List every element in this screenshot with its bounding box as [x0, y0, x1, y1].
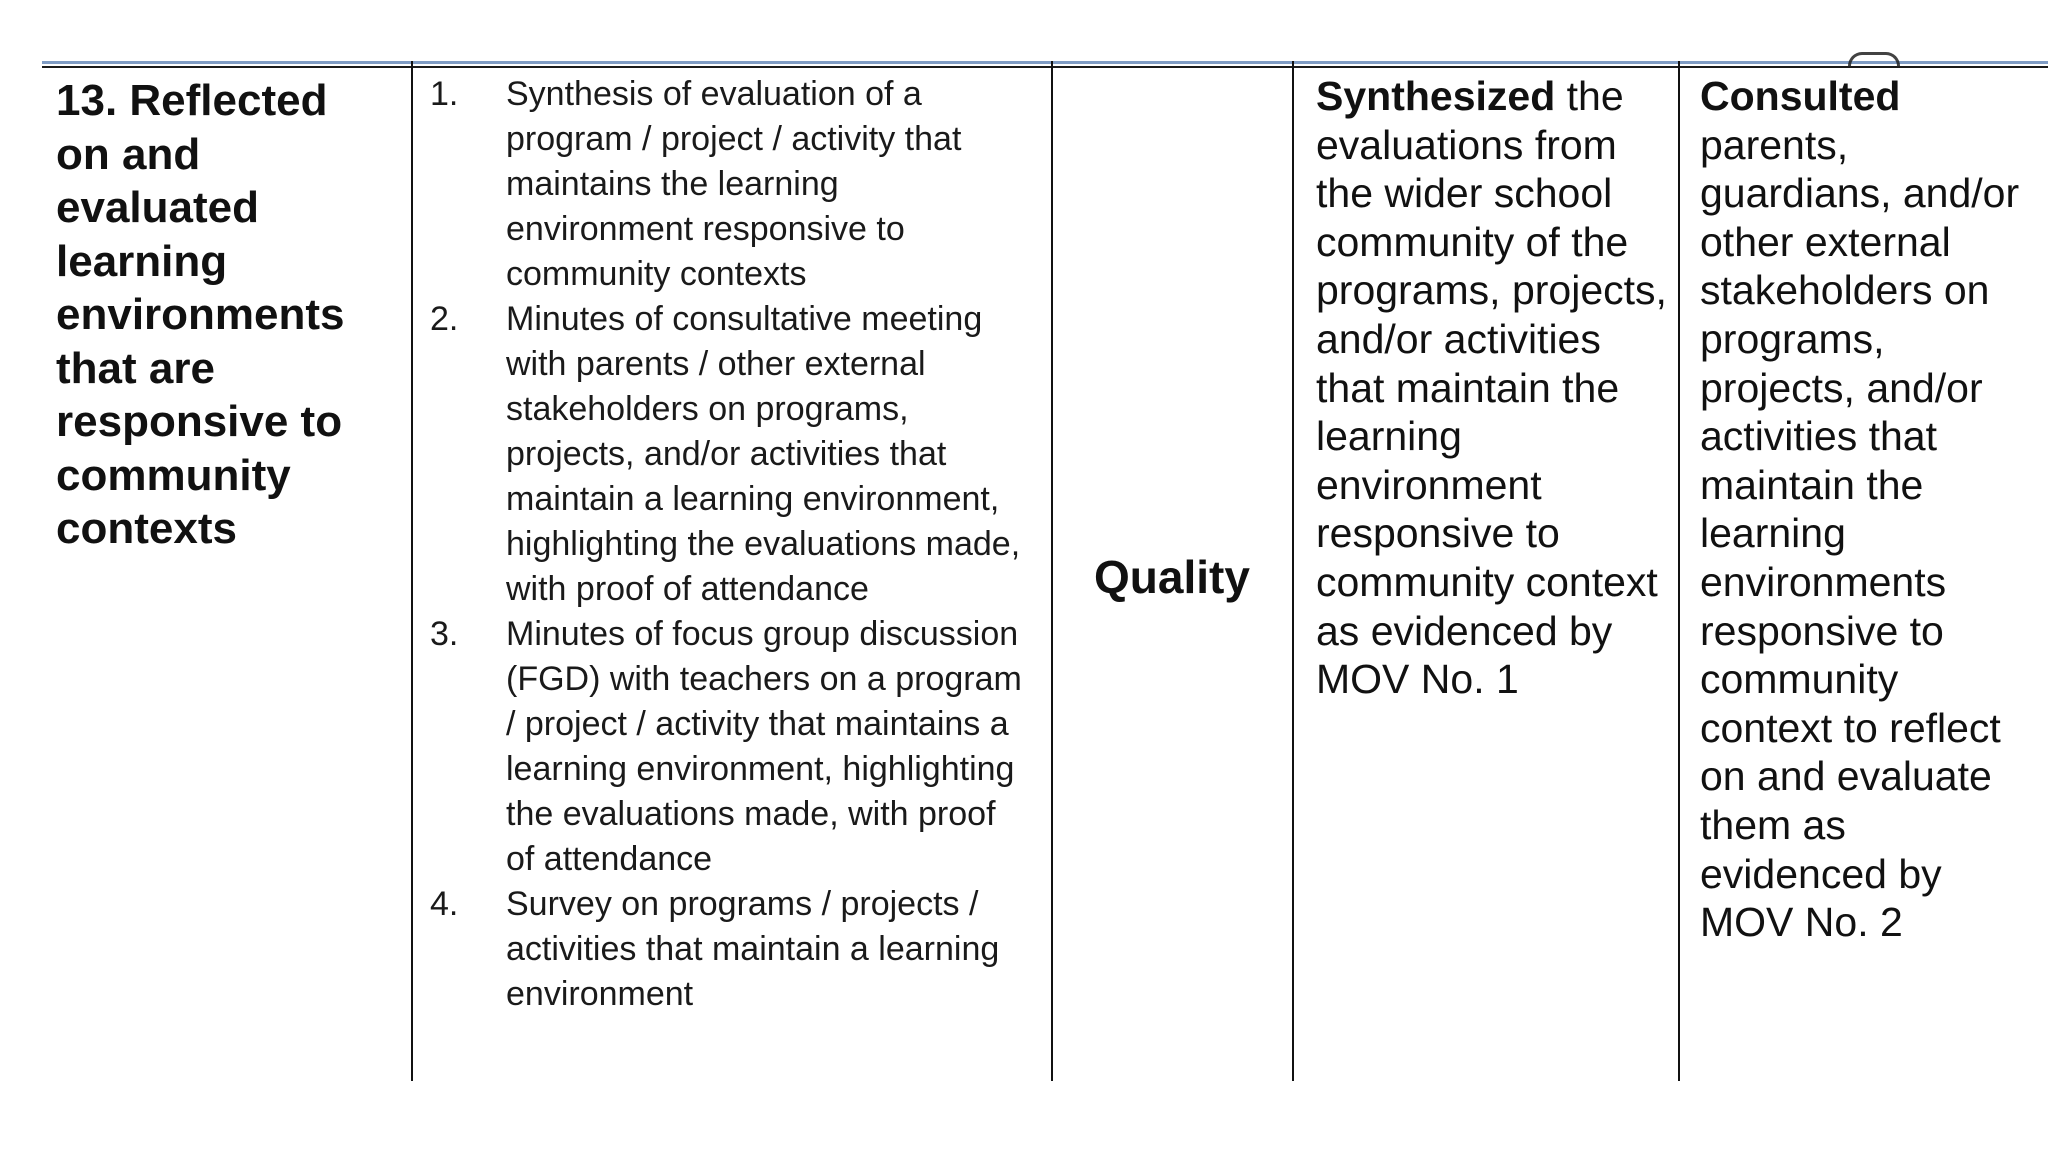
column-divider-4: [1678, 61, 1680, 1081]
mov-list: [430, 72, 1030, 1017]
descriptor-consulted: [1700, 72, 2040, 947]
mov-item: [430, 882, 1030, 1017]
descriptor-lead: Consulted: [1700, 73, 1901, 119]
mov-number: 2.: [430, 300, 459, 338]
mov-text: Minutes of consultative meeting with parents / other external stakeholders on programs, projects, and/or activities that maintain a learning environment, highlighting the evaluations made, with proof of attendance: [506, 300, 1021, 608]
dimension-label: Quality: [1094, 551, 1250, 603]
mov-item: [430, 297, 1030, 612]
column-divider-3: [1292, 61, 1294, 1081]
mov-item: [430, 612, 1030, 882]
table-top-rule: [42, 61, 2048, 64]
table-top-border: [42, 66, 2048, 68]
cropped-glyph: [1848, 52, 1900, 67]
mov-number: 4.: [430, 885, 459, 923]
mov-item: [430, 72, 1030, 297]
descriptor-synthesized: [1316, 72, 1676, 704]
indicator-text: 13. Reflected on and evaluated learning environments that are responsive to community contexts: [56, 76, 345, 553]
descriptor-body: parents, guardians, and/or other external stakeholders on programs, projects, and/or activities that maintain the learning environments responsive to community context to reflect on and evaluate them as evidenced by MOV No. 2: [1700, 121, 2020, 946]
descriptor-lead: Synthesized: [1316, 73, 1556, 119]
descriptor-body: the evaluations from the wider school community of the programs, projects, and/or activities that maintain the learning environment responsive to community context as evidenced by MOV No. 1: [1316, 73, 1667, 703]
mov-text: Survey on programs / projects / activities that maintain a learning environment: [506, 885, 1000, 1013]
mov-number: 1.: [430, 75, 459, 113]
mov-text: Synthesis of evaluation of a program / project / activity that maintains the learning environment responsive to community contexts: [506, 75, 962, 293]
mov-text: Minutes of focus group discussion (FGD) with teachers on a program / project / activity that maintains a learning environment, highlighting the evaluations made, with proof of attendance: [506, 615, 1022, 878]
mov-number: 3.: [430, 615, 459, 653]
column-divider-1: [411, 61, 413, 1081]
